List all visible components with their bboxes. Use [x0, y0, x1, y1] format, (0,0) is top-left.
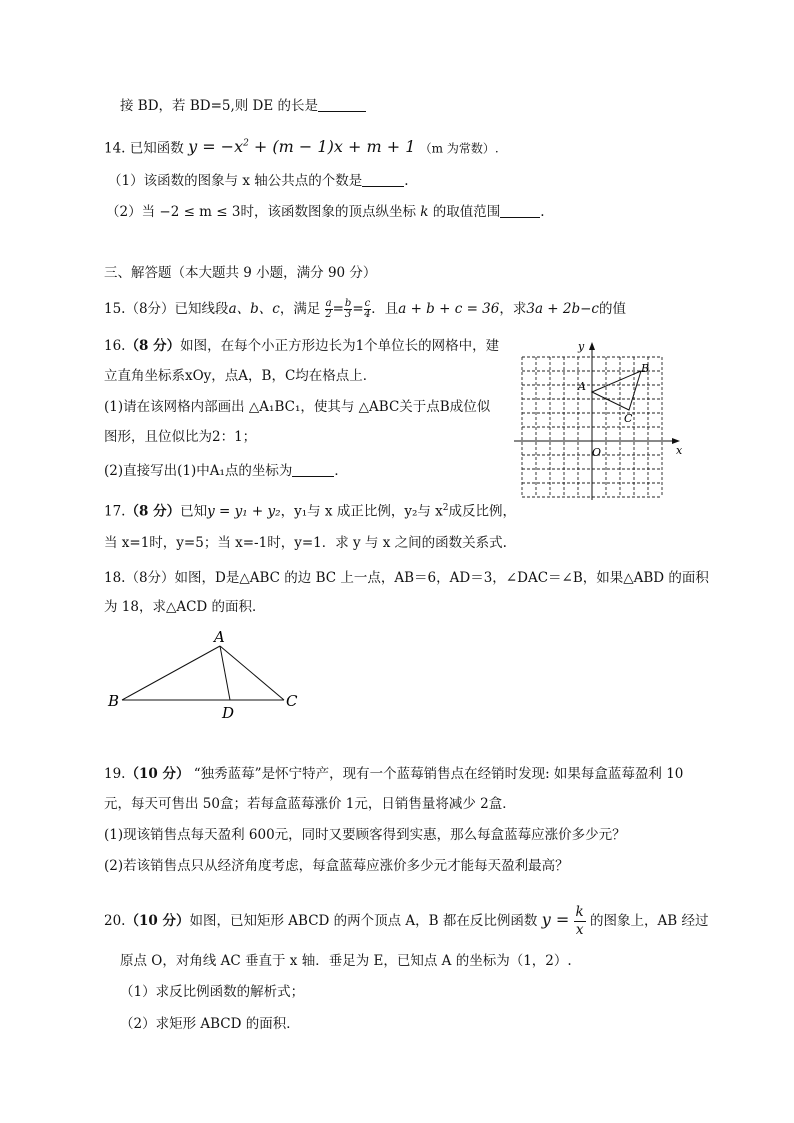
- fraction-c-4: $\frac{c}{4}$: [364, 298, 371, 320]
- q17-line1: 17.（8 分）已知y = y₁ + y₂，y₁与 x 成正比例，y₂与 $x^2$成反比例，: [104, 503, 516, 520]
- x-axis-label: x: [676, 444, 683, 457]
- y-axis-label: y: [578, 340, 585, 353]
- q20-part1: （1）求反比例函数的解析式；: [120, 984, 305, 1000]
- q13-line: [120, 97, 366, 115]
- q15-expression: 3a + 2b−c: [526, 301, 599, 317]
- vertex-b-label: B: [108, 692, 120, 710]
- q19-line4: (2)若该销售点只从经济角度考虑，每盒蓝莓应涨价多少元才能每天盈利最高？: [104, 858, 569, 874]
- q20-line2: 原点 O，对角线 AC 垂直于 x 轴．垂足为 E，已知点 A 的坐标为（1，2）.: [120, 953, 572, 969]
- vertex-a-label: A: [214, 628, 225, 646]
- fraction-b-3: $\frac{b}{3}$: [344, 298, 352, 320]
- q20-part2: （2）求矩形 ABCD 的面积．: [120, 1016, 300, 1032]
- q14-stem-line: [104, 135, 499, 157]
- q14-note: （m 为常数）.: [419, 141, 499, 156]
- segment-ad: [220, 646, 230, 700]
- segment-ab: [122, 646, 220, 700]
- q14-part2: （2）当 −2 ≤ m ≤ 3时，该函数图象的顶点纵坐标 k 的取值范围 .: [106, 204, 545, 220]
- q16-line1: 16.（8 分）如图，在每个小正方形边长为1个单位长的网格中，建: [104, 338, 500, 354]
- vertex-c-label: C: [286, 692, 298, 710]
- q14-part1-text: （1）该函数的图象与 x 轴公共点的个数是: [108, 173, 363, 189]
- q14-part1: （1）该函数的图象与 x 轴公共点的个数是 .: [108, 173, 409, 189]
- segment-ac: [220, 646, 284, 700]
- q17-equation: y = y₁ + y₂: [207, 503, 281, 520]
- q16-grid-figure: [512, 340, 684, 500]
- point-b-label: B: [641, 362, 650, 375]
- q14-stem: 14. 已知函数: [104, 140, 184, 157]
- section-title: 三、解答题（本大题共 9 小题，满分 90 分）: [104, 265, 377, 281]
- q13-text: 接 BD，若 BD=5,则 DE 的长是: [120, 98, 319, 114]
- point-a-label: A: [578, 380, 586, 393]
- point-c-label: C: [624, 412, 633, 425]
- origin-label: O: [592, 446, 602, 459]
- q15-line: 15.（8分）已知线段a、b、c，满足 $\frac{a}{2}$ = $\frac{b}{3}$ = $\frac{c}{4}$ ．且a + b + c = 36，求3a + 2b−c的值: [104, 298, 626, 320]
- q17-line2: 当 x=1时，y=5；当 x=-1时，y=1．求 y 与 x 之间的函数关系式.: [104, 535, 507, 551]
- answer-blank: [318, 97, 366, 112]
- y-axis-arrow-icon: [589, 342, 595, 350]
- fraction-a-2: $\frac{a}{2}$: [325, 298, 332, 320]
- q14-part2-text: （2）当 −2 ≤ m ≤ 3时，该函数图象的顶点纵坐标: [106, 204, 416, 220]
- answer-blank: [500, 203, 540, 218]
- fraction-k-over-x: $\frac{k}{x}$: [575, 904, 584, 938]
- q19-line3: (1)现该销售点每天盈利 600元，同时又要顾客得到实惠，那么每盒蓝莓应涨价多少元？: [104, 827, 626, 843]
- q18-line2: 为 18，求△ACD 的面积．: [104, 599, 266, 615]
- q18-triangle-figure: [104, 624, 314, 724]
- answer-blank: [292, 462, 334, 477]
- q20-line1: 20.（10 分）如图，已知矩形 ABCD 的两个顶点 A，B 都在反比例函数 y = $\frac{k}{x}$ 的图象上，AB 经过: [104, 904, 709, 938]
- q15-sum: a + b + c = 36: [398, 301, 500, 317]
- answer-blank: [362, 172, 404, 187]
- q19-line1: 19.（10 分） “独秀蓝莓”是怀宁特产，现有一个蓝莓销售点在经销时发现: 如果每盒蓝莓盈利 10: [104, 766, 684, 782]
- q16-line4: 图形，且位似比为2：1；: [104, 429, 257, 445]
- q16-line5: (2)直接写出(1)中A₁点的坐标为 ．: [104, 463, 348, 479]
- q16-line3: (1)请在该网格内部画出 △A₁BC₁，使其与 △ABC关于点B成位似: [104, 399, 491, 415]
- q19-line2: 元，每天可售出 50盒；若每盒蓝莓涨价 1元，日销售量将减少 2盒．: [104, 796, 516, 812]
- q14-equation: $y = -x^2 + (m - 1)x + m + 1$: [188, 137, 416, 157]
- q18-line1: 18.（8分）如图，D是△ABC 的边 BC 上一点，AB＝6，AD＝3，∠DAC＝∠B，如果△ABD 的面积: [104, 570, 709, 586]
- q16-line2: 立直角坐标系xOy，点A，B，C均在格点上．: [104, 368, 377, 384]
- point-d-label: D: [222, 704, 235, 722]
